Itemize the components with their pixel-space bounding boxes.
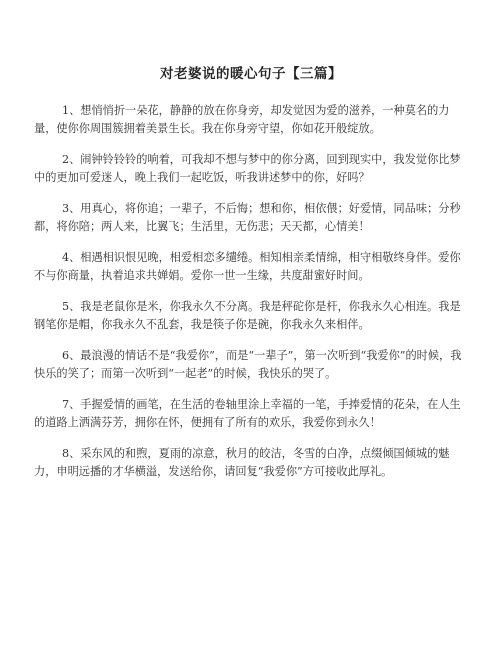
paragraph-1: 1、想悄悄折一朵花，静静的放在你身旁，却发觉因为爱的滋养，一种莫名的力量，使你你周围簇拥着美景生长。我在你身旁守望，你如花开般绽放。 <box>34 104 450 135</box>
paragraph-8: 8、采东风的和煦，夏雨的凉意，秋月的皎洁，冬雪的白净，点缀倾国倾城的魅力，申明远播的才华横溢，发送给你，请回复“我爱你”方可接收此厚礼。 <box>34 447 450 478</box>
document-title: 对老婆说的暖心句子【三篇】 <box>160 66 342 82</box>
paragraph-6: 6、最浪漫的情话不是“我爱你”，而是“一辈子”，第一次听到“我爱你”的时候，我快乐的笑了；而第一次听到“一起老”的时候，我快乐的哭了。 <box>34 349 462 380</box>
paragraph-3: 3、用真心，将你追；一辈子，不后悔；想和你，相依偎；好爱情，同品味；分秒都，将你陪；两人来，比翼飞；生活里，无伤悲；天天都，心情美！ <box>34 202 461 233</box>
paragraph-2: 2、闹钟铃铃铃的响着，可我却不想与梦中的你分离，回到现实中，我发觉你比梦中的更加可爱迷人，晚上我们一起吃饭，听我讲述梦中的你，好吗？ <box>34 153 461 184</box>
paragraph-5: 5、我是老鼠你是米，你我永久不分离。我是秤砣你是杆，你我永久心相连。我是钢笔你是帽，你我永久不乱套，我是筷子你是碗，你我永久来相伴。 <box>34 300 461 331</box>
paragraph-7: 7、手握爱情的画笔，在生活的卷轴里涂上幸福的一笔，手捧爱情的花朵，在人生的道路上洒满芬芳，拥你在怀，便拥有了所有的欢乐，我爱你到永久！ <box>34 398 461 429</box>
paragraph-4: 4、相遇相识恨见晚，相爱相恋多缱绻。相知相亲柔情绵，相守相敬终身伴。爱你不与你商量，执着追求共婵娟。爱你一世一生缘，共度甜蜜好时间。 <box>34 251 461 282</box>
